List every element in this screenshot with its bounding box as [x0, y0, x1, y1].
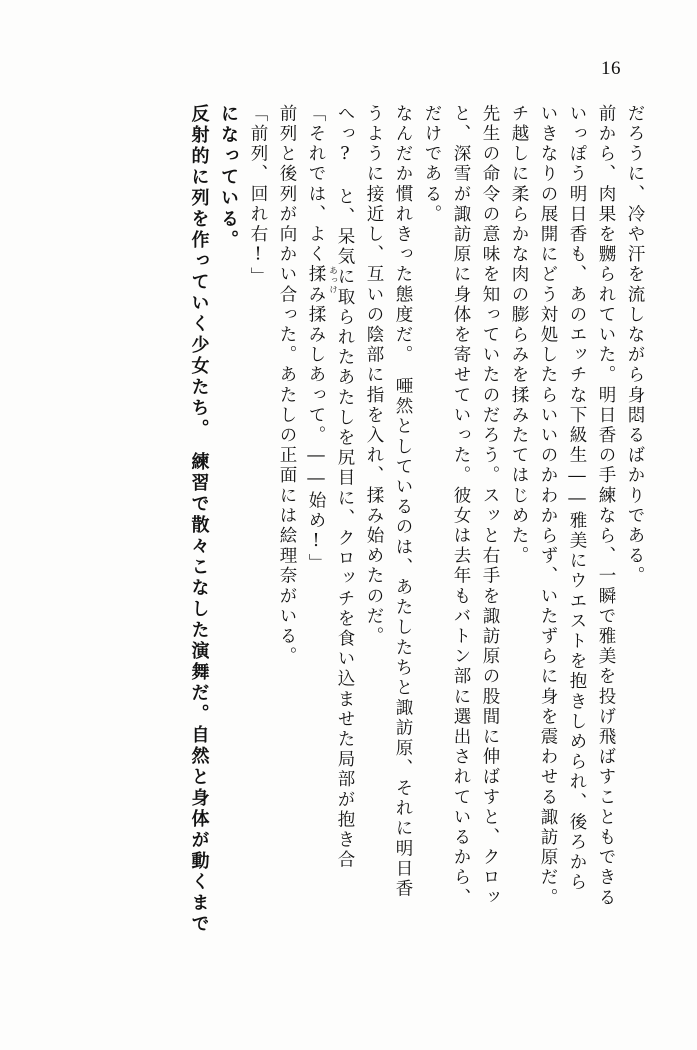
- text-column: いきなりの展開にどう対処したらいいのかわからず、いたずらに身を震わせる諏訪原だ。: [538, 104, 558, 908]
- ruby-annotation: あっけ: [327, 266, 338, 295]
- text-column: だろうに、冷や汗を流しながら身悶るばかりである。: [625, 104, 645, 587]
- text-column: 「それでは、よく揉み揉みしあって。――始め!」: [306, 104, 326, 574]
- text-column: へっ? と、呆気に取られたあたしを尻目に、クロッチを食い込ませた局部が抱き合: [335, 104, 355, 871]
- text-column: だけである。: [422, 104, 442, 225]
- text-column: 前列と後列が向かい合った。あたしの正面には絵理奈がいる。: [277, 104, 297, 667]
- page-number: 16: [601, 58, 621, 79]
- text-column: 反射的に列を作っていく少女たち。 練習で散々こなした演舞だ。自然と身体が動くまで: [188, 104, 210, 935]
- text-column: 「前列、回れ右!」: [248, 104, 268, 288]
- text-column: と、深雪が諏訪原に身体を寄せていった。彼女は去年もバトン部に選出されているから、: [451, 104, 471, 908]
- text-column: なんだか慣れきった態度だ。 唖然としているのは、あたしたちと諏訪原、それに明日香: [393, 104, 413, 900]
- text-column: うように接近し、互いの陰部に指を入れ、揉み始めたのだ。: [364, 104, 384, 647]
- text-column: 先生の命令の意味を知っていたのだろう。スッと右手を諏訪原の股間に伸ばすと、クロッ: [480, 104, 500, 908]
- vertical-text-block: [178, 104, 643, 1009]
- text-column: 前から、肉果を嬲られていた。明日香の手練なら、一瞬で雅美を投げ飛ばすこともできる: [596, 104, 616, 908]
- text-column: いっぽう明日香も、あのエッチな下級生――雅美にウエストを抱きしめられ、後ろから: [567, 104, 587, 893]
- text-column: になっている。: [218, 104, 239, 251]
- text-column: チ越しに柔らかな肉の膨らみを揉みたてはじめた。: [509, 104, 529, 567]
